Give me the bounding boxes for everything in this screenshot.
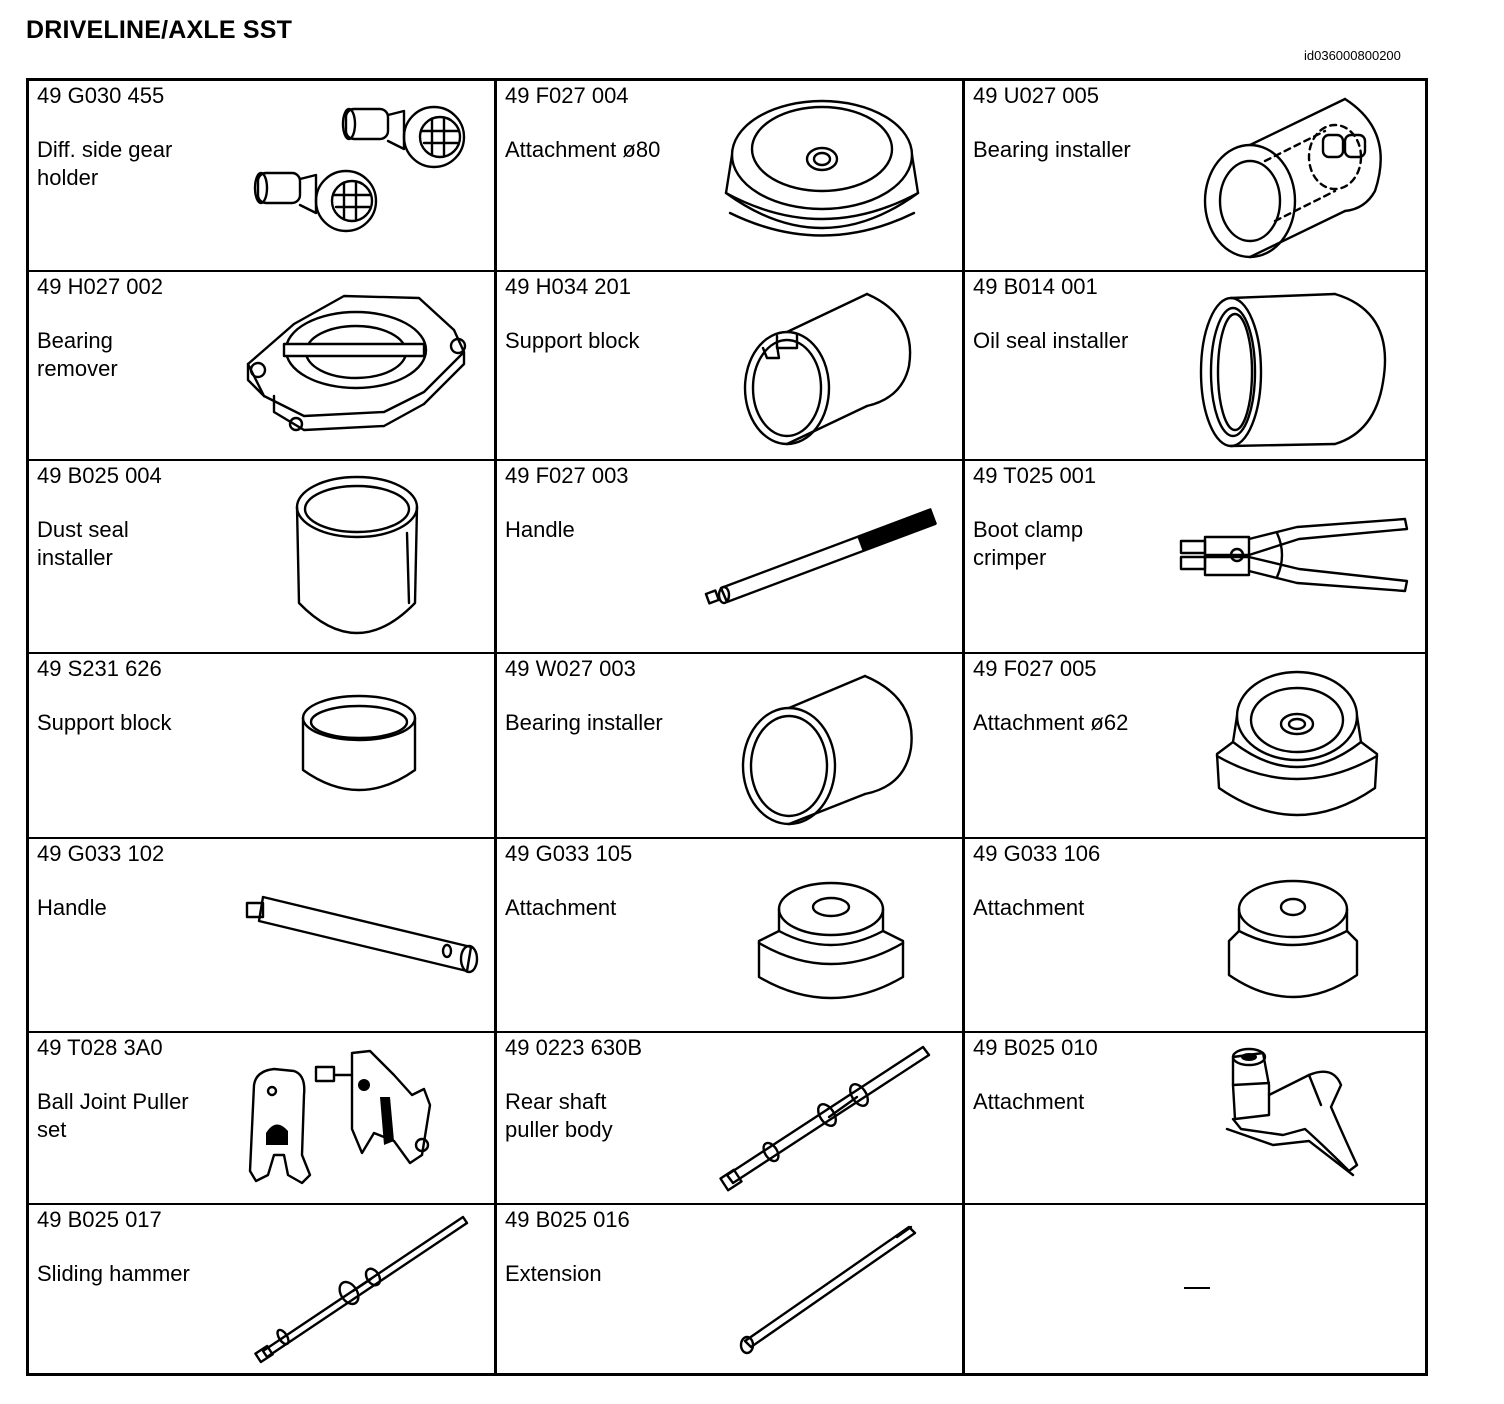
sliding-hammer-icon xyxy=(249,1213,469,1363)
tool-cell xyxy=(29,81,495,271)
tool-cell xyxy=(29,839,495,1032)
extension-rod-icon xyxy=(733,1223,933,1363)
tool-name: Bearing installer xyxy=(973,137,1131,162)
support-block-icon xyxy=(737,286,927,446)
dust-seal-installer-icon xyxy=(291,473,431,643)
tool-name: Attachment xyxy=(505,895,617,920)
tool-cell-empty xyxy=(965,1205,1431,1373)
part-number: 49 B025 017 xyxy=(37,1207,162,1232)
oil-seal-installer-icon xyxy=(1195,282,1395,452)
attachment-icon xyxy=(755,879,915,1019)
tool-name: Ball Joint Puller set xyxy=(37,1089,189,1142)
tool-name: Oil seal installer xyxy=(973,328,1129,353)
tool-name: Diff. side gear holder xyxy=(37,137,173,190)
tool-cell xyxy=(965,461,1431,653)
tool-cell xyxy=(497,1033,963,1204)
attachment-icon xyxy=(1225,879,1375,1009)
rear-shaft-puller-icon xyxy=(717,1041,937,1191)
tool-cell xyxy=(965,1033,1431,1204)
support-ring-icon xyxy=(297,692,427,802)
part-number: 49 G030 455 xyxy=(37,83,165,108)
handle-bar-icon xyxy=(239,889,479,989)
part-number: 49 B025 016 xyxy=(505,1207,630,1232)
tool-cell xyxy=(29,1205,495,1373)
bearing-installer-icon xyxy=(1195,91,1395,261)
ball-joint-puller-icon xyxy=(244,1045,474,1185)
tool-name: Handle xyxy=(37,895,107,920)
part-number: 49 B025 004 xyxy=(37,463,162,488)
part-number: 49 G033 102 xyxy=(37,841,165,866)
part-number: 49 F027 005 xyxy=(973,656,1097,681)
tool-name: Bearing remover xyxy=(37,328,118,381)
fork-attachment-icon xyxy=(1213,1045,1393,1195)
part-number: 49 W027 003 xyxy=(505,656,636,681)
tool-cell xyxy=(29,272,495,460)
tool-cell xyxy=(29,654,495,838)
part-number: 49 H027 002 xyxy=(37,274,163,299)
tool-name: Attachment xyxy=(973,1089,1085,1114)
tool-name: Dust seal installer xyxy=(37,517,129,570)
tool-name: Attachment xyxy=(973,895,1085,920)
tool-cell xyxy=(497,1205,963,1373)
attachment-62-icon xyxy=(1213,662,1383,832)
sst-table xyxy=(26,78,1428,1376)
empty-cell-dash xyxy=(1184,1287,1210,1289)
tool-name: Handle xyxy=(505,517,575,542)
part-number: 49 F027 003 xyxy=(505,463,629,488)
bearing-installer-icon xyxy=(737,668,927,828)
tool-name: Boot clamp crimper xyxy=(973,517,1084,570)
part-number: 49 T028 3A0 xyxy=(37,1035,163,1060)
tool-cell xyxy=(965,654,1431,838)
tool-name: Support block xyxy=(37,710,172,735)
side-gear-holder-icon xyxy=(254,101,474,261)
tool-cell xyxy=(497,654,963,838)
part-number: 49 T025 001 xyxy=(973,463,1097,488)
tool-cell xyxy=(965,81,1431,271)
tool-cell xyxy=(497,839,963,1032)
tool-cell xyxy=(965,839,1431,1032)
tool-name: Bearing installer xyxy=(505,710,663,735)
boot-clamp-crimper-icon xyxy=(1177,511,1417,601)
tool-name: Attachment ø80 xyxy=(505,137,661,162)
tool-cell xyxy=(497,81,963,271)
tool-name: Extension xyxy=(505,1261,602,1286)
part-number: 49 B014 001 xyxy=(973,274,1098,299)
part-number: 49 F027 004 xyxy=(505,83,629,108)
tool-cell xyxy=(965,272,1431,460)
part-number: 49 U027 005 xyxy=(973,83,1099,108)
tool-name: Attachment ø62 xyxy=(973,710,1129,735)
bearing-remover-icon xyxy=(244,284,474,444)
document-id: id036000800200 xyxy=(1304,48,1401,63)
tool-cell xyxy=(29,461,495,653)
handle-icon xyxy=(707,496,947,616)
attachment-80-icon xyxy=(722,93,932,263)
part-number: 49 H034 201 xyxy=(505,274,631,299)
page-title: DRIVELINE/AXLE SST xyxy=(26,16,293,44)
part-number: 49 0223 630B xyxy=(505,1035,643,1060)
part-number: 49 S231 626 xyxy=(37,656,162,681)
tool-cell xyxy=(497,272,963,460)
tool-name: Sliding hammer xyxy=(37,1261,190,1286)
part-number: 49 G033 106 xyxy=(973,841,1101,866)
tool-name: Support block xyxy=(505,328,640,353)
part-number: 49 B025 010 xyxy=(973,1035,1098,1060)
part-number: 49 G033 105 xyxy=(505,841,633,866)
tool-cell xyxy=(29,1033,495,1204)
tool-name: Rear shaft puller body xyxy=(505,1089,613,1142)
tool-cell xyxy=(497,461,963,653)
